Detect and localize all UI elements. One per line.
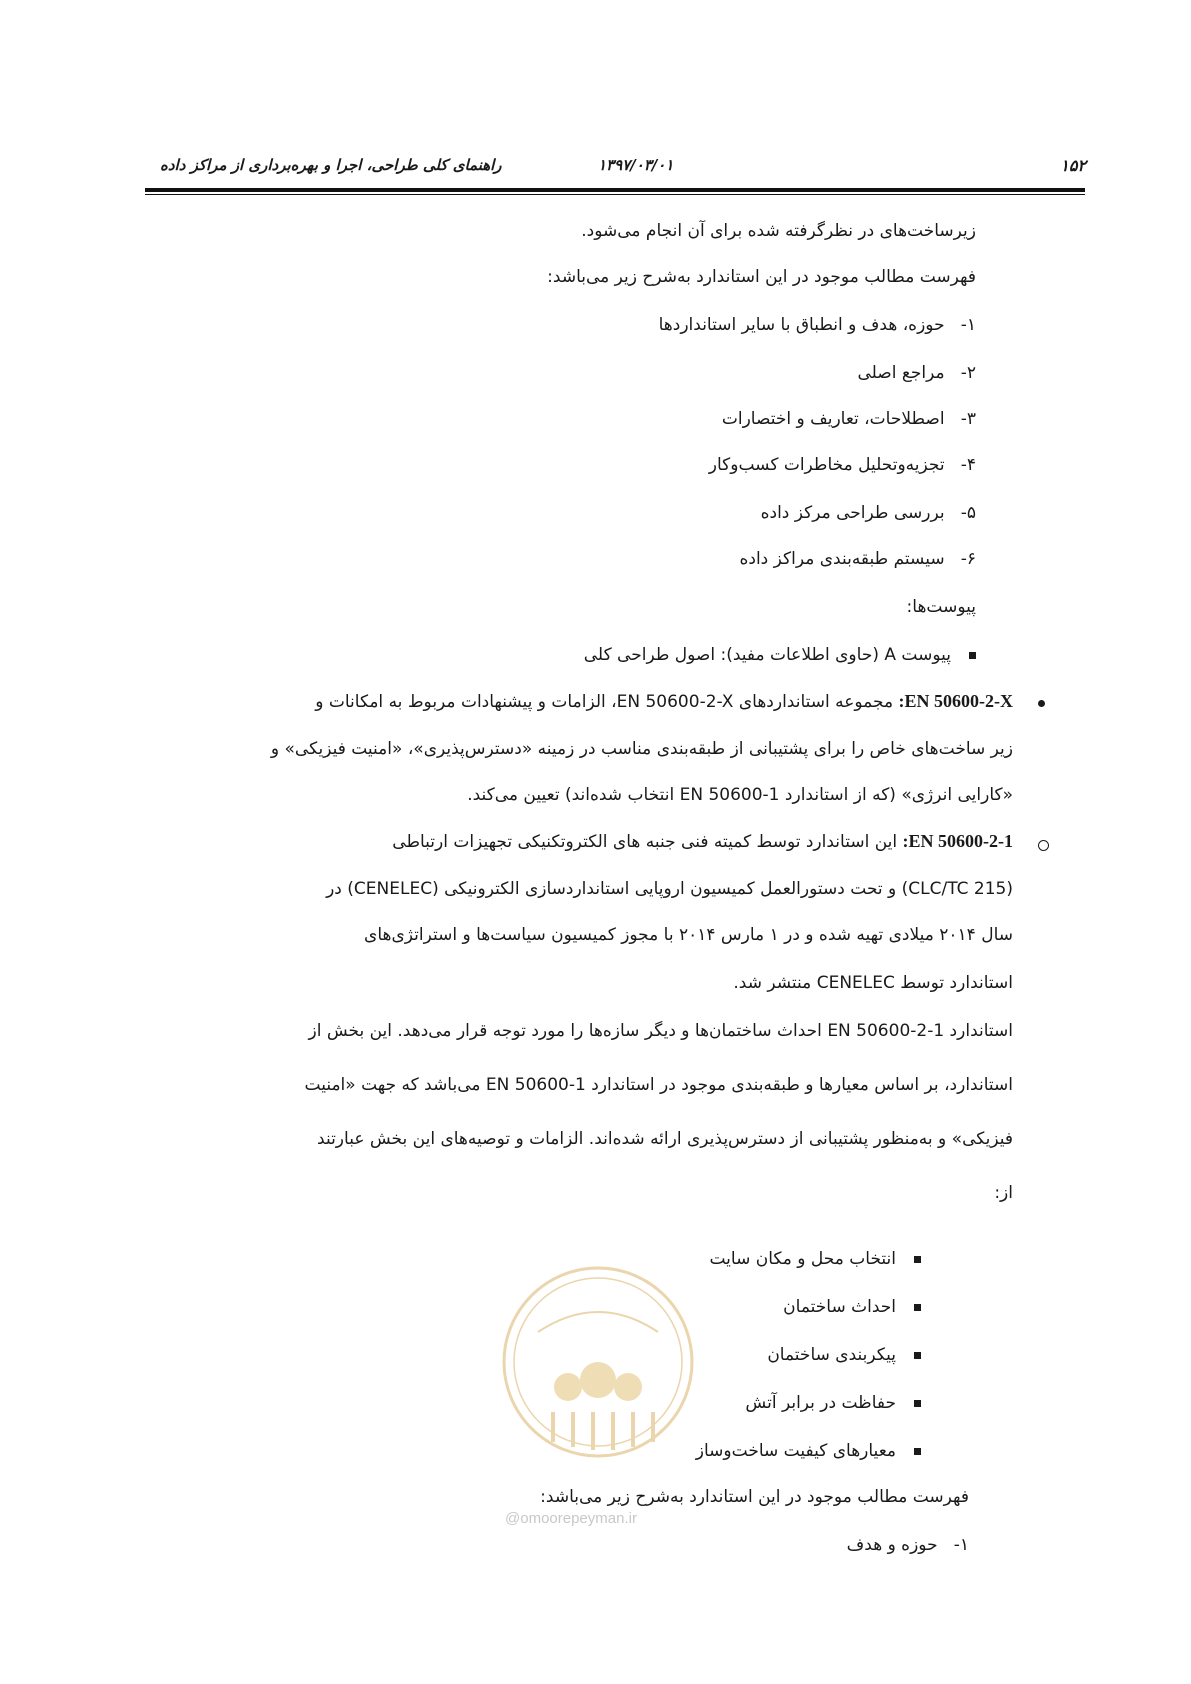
en50600-2x-line2: زیر ساخت‌های خاص را برای پشتیبانی از طبقه‌بندی مناسب در زمینه «دسترس‌پذیری»، «امنیت فیزیکی» و (270, 739, 1013, 759)
en50600-21-label: EN 50600-2-1: (902, 831, 1013, 851)
en50600-2x-line1 (315, 688, 1013, 715)
requirement-text: معیارهای کیفیت ساخت‌وساز (695, 1441, 896, 1461)
bullet-square-icon (914, 1400, 921, 1407)
toc-item (761, 500, 976, 526)
intro-line: زیرساخت‌های در نظرگرفته شده برای آن انجام می‌شود. (581, 221, 976, 241)
toc-item-number: ۴- (960, 455, 976, 475)
page-number: ۱۵۲ (1060, 156, 1086, 175)
toc-item-text: سیستم طبقه‌بندی مراکز داده (739, 549, 945, 569)
header-title: راهنمای کلی طراحی، اجرا و بهره‌برداری از مراکز داده (160, 156, 502, 174)
toc-item (659, 312, 976, 338)
toc-item-number: ۳- (960, 409, 976, 429)
bullet-ring-icon (1038, 840, 1049, 851)
appendix-item (584, 642, 976, 668)
header-rule-thin (145, 194, 1085, 195)
toc-heading: فهرست مطالب موجود در این استاندارد به‌شرح زیر می‌باشد: (547, 267, 976, 287)
en50600-21-line2: (CLC/TC 215) و تحت دستورالعمل کمیسیون اروپایی استانداردسازی الکترونیکی (CENELEC) در (326, 879, 1013, 899)
en50600-21-line1 (392, 828, 1013, 855)
toc-item-number: ۲- (960, 363, 976, 383)
toc-item-text: بررسی طراحی مرکز داده (760, 503, 945, 523)
requirement-text: پیکربندی ساختمان (767, 1345, 896, 1365)
para2-line3: فیزیکی» و به‌منظور پشتیبانی از دسترس‌پذیری ارائه شده‌اند. الزامات و توصیه‌های این بخش عبارتند (317, 1129, 1013, 1149)
en50600-21-line4: استاندارد توسط CENELEC منتشر شد. (733, 973, 1013, 993)
en50600-2x-text: مجموعه استانداردهای EN 50600-2-X، الزامات و پیشنهادات مربوط به امکانات و (315, 692, 894, 712)
toc2-item (847, 1532, 969, 1558)
toc-item (722, 406, 976, 432)
en50600-2x-label: EN 50600-2-X: (898, 691, 1013, 711)
requirement-text: انتخاب محل و مکان سایت (709, 1249, 896, 1269)
en50600-2x-line3: «کارایی انرژی» (که از استاندارد EN 50600-1 انتخاب شده‌اند) تعیین می‌کند. (467, 785, 1013, 805)
requirement-item (767, 1342, 921, 1368)
bullet-square-icon (914, 1448, 921, 1455)
appendix-heading: پیوست‌ها: (906, 597, 976, 617)
para2-line1: استاندارد EN 50600-2-1 احداث ساختمان‌ها و دیگر سازه‌ها را مورد توجه قرار می‌دهد. این بخش از (308, 1021, 1013, 1041)
en50600-21-line3: سال ۲۰۱۴ میلادی تهیه شده و در ۱ مارس ۲۰۱۴ با مجوز کمیسیون سیاست‌ها و استراتژی‌های (364, 925, 1013, 945)
appendix-item-text: پیوست A (حاوی اطلاعات مفید): اصول طراحی کلی (583, 645, 951, 665)
requirement-text: حفاظت در برابر آتش (745, 1393, 896, 1413)
requirement-item (745, 1390, 921, 1416)
requirement-item (696, 1438, 921, 1464)
toc-item-text: اصطلاحات، تعاریف و اختصارات (721, 409, 945, 429)
requirement-item (783, 1294, 921, 1320)
toc-item-number: ۵- (960, 503, 976, 523)
toc-item-number: ۶- (960, 549, 976, 569)
toc-item (709, 452, 976, 478)
toc-item-number: ۱- (960, 315, 976, 335)
toc-item (739, 546, 976, 572)
bullet-square-icon (914, 1256, 921, 1263)
toc2-heading: فهرست مطالب موجود در این استاندارد به‌شرح زیر می‌باشد: (540, 1487, 969, 1507)
bullet-square-icon (914, 1352, 921, 1359)
toc-item-text: مراجع اصلی (857, 363, 945, 383)
en50600-21-text: این استاندارد توسط کمیته فنی جنبه های الکتروتکنیکی تجهیزات ارتباطی (392, 832, 898, 852)
bullet-square-icon (914, 1304, 921, 1311)
header-rule (145, 188, 1085, 192)
requirement-item (709, 1246, 921, 1272)
toc-item-text: تجزیه‌وتحلیل مخاطرات کسب‌وکار (708, 455, 945, 475)
watermark-logo (498, 1262, 698, 1462)
watermark-url: @omoorepeyman.ir (505, 1510, 637, 1527)
para2-line4: از: (994, 1183, 1013, 1203)
header-date: ۱۳۹۷/۰۳/۰۱ (598, 156, 674, 174)
requirement-text: احداث ساختمان (783, 1297, 896, 1317)
toc-item-text: حوزه، هدف و انطباق با سایر استانداردها (658, 315, 945, 335)
toc2-item-text: حوزه و هدف (846, 1535, 938, 1555)
bullet-dot-icon (1038, 700, 1045, 707)
toc2-item-number: ۱- (953, 1535, 969, 1555)
toc-item (857, 360, 976, 386)
bullet-square-icon (969, 652, 976, 659)
para2-line2: استاندارد، بر اساس معیارها و طبقه‌بندی موجود در استاندارد EN 50600-1 می‌باشد که جهت «امنیت (304, 1075, 1013, 1095)
